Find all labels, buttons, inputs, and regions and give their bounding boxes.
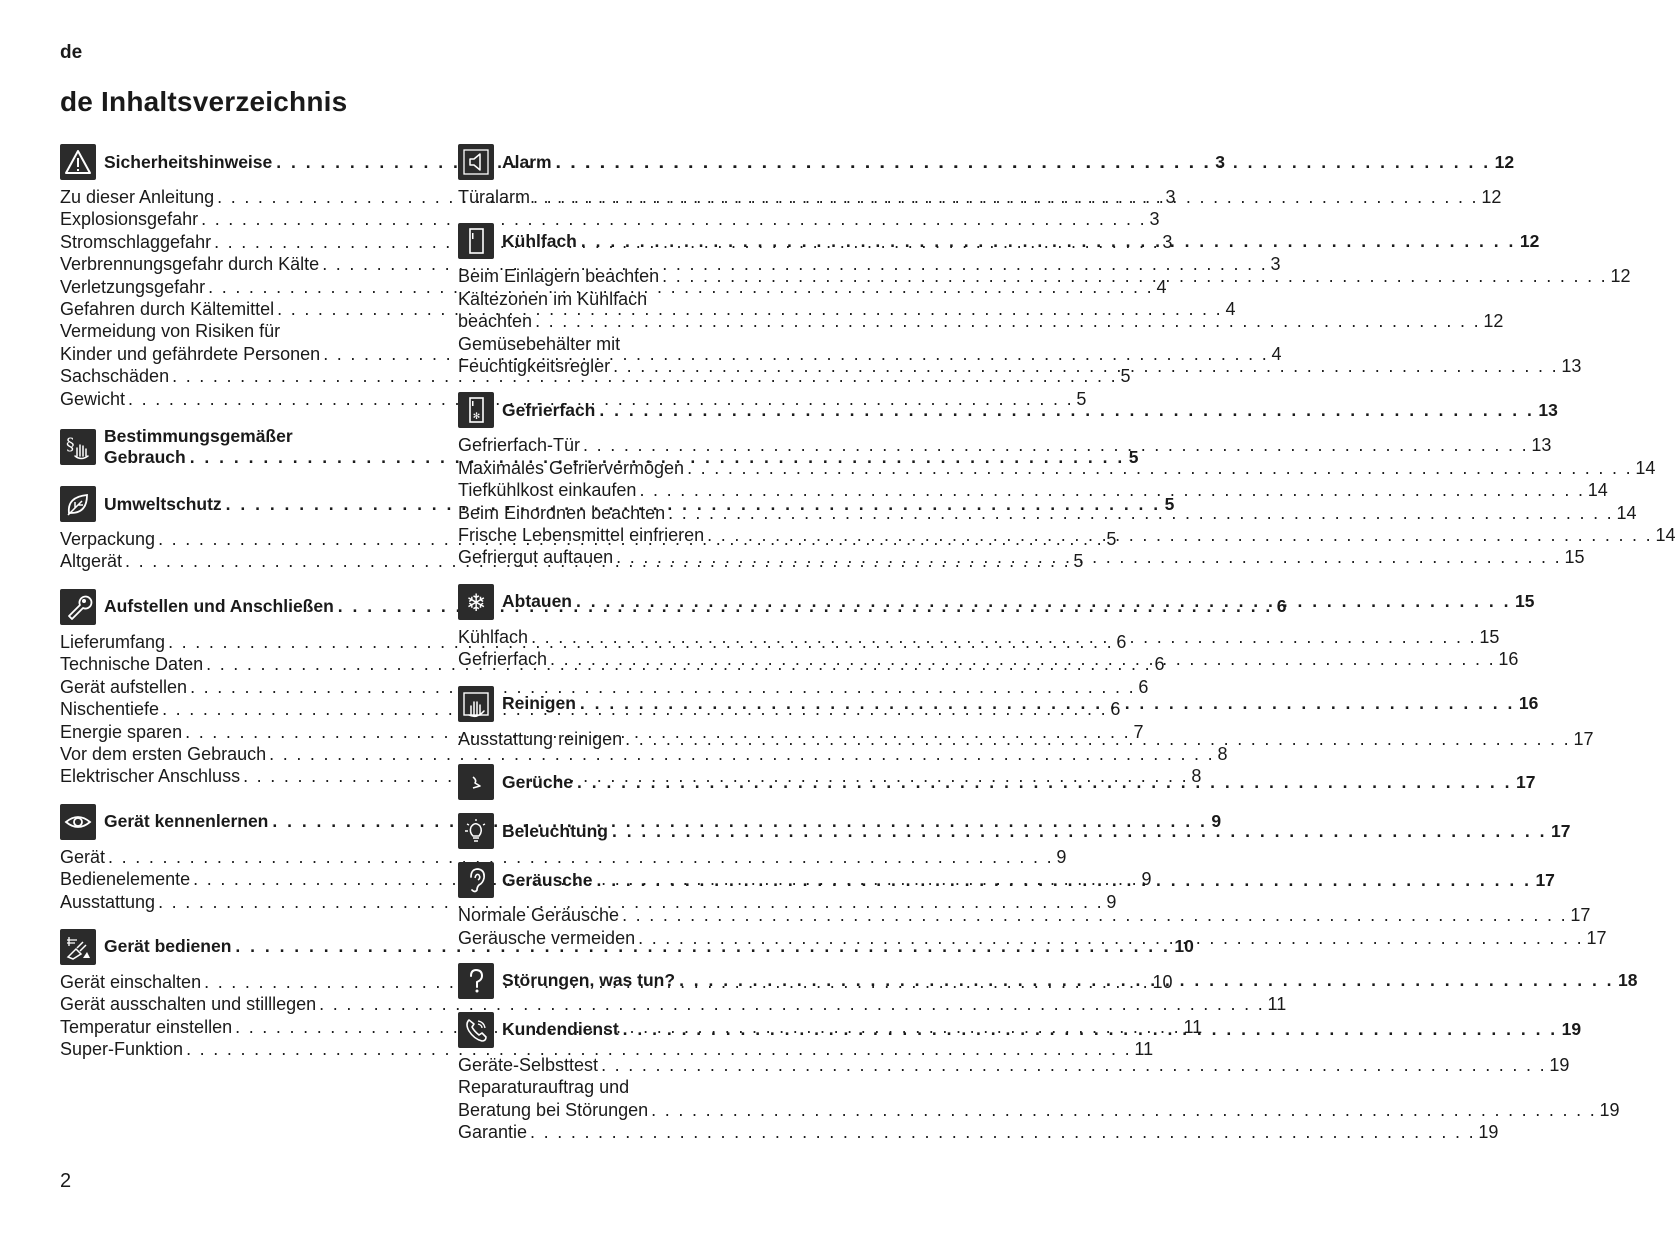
dot-leader [596,870,1531,891]
toc-entry-label: Feuchtigkeitsregler [458,356,611,377]
toc-entry-page: 10 [1152,971,1173,992]
toc-entry-label: Zu dieser Anleitung [60,187,215,207]
toc-entry-page: 5 [1076,388,1087,409]
toc-heading-label: Gebrauch [104,447,186,468]
toc-entry [458,1054,1570,1076]
toc-entry-label: Temperatur einstellen [60,1016,233,1037]
toc-entry [458,186,1502,208]
toc-heading-label: Beleuchtung [502,820,608,841]
toc-section-heading [458,144,1515,180]
toc-section-heading [458,392,1558,428]
toc-entry-wrap-line: Reparaturauftrag und [458,1077,630,1098]
toc-entry-page: 12 [1610,266,1631,287]
dot-leader [530,1121,1475,1143]
toc-entry-page: 13 [1531,435,1552,456]
eye-icon [60,804,96,840]
toc-heading-label: Sicherheitshinweise [104,151,273,172]
toc-entry-label: Gefriergut auftauen [458,547,614,568]
freezer-icon [458,392,494,428]
toc-entry [458,502,1637,524]
toc-heading-label: Kühlfach [502,230,577,251]
toc-entry-label: Energie sparen [60,721,183,742]
page-number: 2 [60,1170,72,1192]
toc-entry [60,253,1281,275]
hand-operate-icon [60,929,96,965]
toc-section [458,813,1571,849]
toc-entry-wrap-line: Vermeidung von Risiken für [60,321,281,342]
wrench-icon [60,589,96,625]
toc-entry-page: 13 [1561,356,1582,377]
toc-section [458,686,1594,750]
toc-entry [458,457,1656,479]
toc-entry [458,1099,1620,1121]
toc-entry-label: Vor dem ersten Gebrauch [60,743,267,764]
toc-section-heading [458,813,1571,849]
toc-section-heading [458,223,1540,259]
toc-entry-page: 8 [1217,743,1228,764]
toc-entry-page: 19 [1549,1054,1570,1075]
toc-entry [458,355,1582,377]
toc-heading-page: 3 [1215,151,1225,172]
toc-entry-page: 3 [1149,209,1160,230]
toc-entry-label: Altgerät [60,551,123,572]
toc-entry-page: 5 [1073,551,1084,572]
toc-entry-page: 3 [1270,254,1281,275]
toc-entry [60,1038,1154,1060]
dot-leader [668,502,1613,524]
toc-entry-page: 9 [1056,846,1067,867]
toc-entry-page: 6 [1154,654,1165,675]
toc-entry-page: 19 [1478,1122,1499,1143]
toc-entry-label: Gefrierfach-Tür [458,435,581,456]
toc-entry-page: 5 [1120,366,1131,387]
toc-entry-label: Ausstattung reinigen [458,728,623,749]
lightbulb-icon [458,813,494,849]
toc-entry-page: 6 [1116,631,1127,652]
toc-heading-page: 5 [1128,447,1139,468]
toc-entry [458,434,1552,456]
svg-text:❄: ❄ [465,588,487,617]
toc-entry-label: Kühlfach [458,626,529,647]
toc-entry-label: Geräusche vermeiden [458,927,636,948]
toc-entry [458,728,1594,750]
svg-text:✻: ✻ [472,412,481,423]
toc-section [458,223,1631,377]
toc-entry-label: Ausstattung [60,891,156,912]
toc-entry-page: 14 [1635,457,1656,478]
snowflake-icon [458,584,494,620]
toc-heading-label: Gefrierfach [502,399,596,420]
toc-entry-label: Gerät aufstellen [60,676,188,697]
toc-heading-page: 9 [1211,811,1222,832]
page-title: de Inhaltsverzeichnis [60,86,348,117]
toc-entry-label: Explosionsgefahr [60,209,199,230]
speaker-icon [458,144,494,180]
toc-entry [458,524,1676,546]
smell-icon [458,764,494,800]
dot-leader [533,186,1478,208]
toc-entry [458,904,1591,926]
toc-entry-label: Gewicht [60,388,126,409]
toc-entry-page: 17 [1573,728,1594,749]
toc-entry-label: Türalarm [458,187,531,207]
dot-leader [577,772,1512,793]
toc-entry-label: Beim Einlagern beachten [458,266,660,287]
toc-entry-label: Sachschäden [60,366,170,387]
dot-leader [556,152,1491,173]
toc-heading-page: 16 [1518,693,1539,714]
toc-section-heading [458,764,1536,800]
toc-entry-page: 6 [1110,699,1121,720]
toc-entry [458,648,1519,670]
toc-entry-page: 4 [1225,299,1236,320]
question-icon [458,963,494,999]
toc-entry-page: 11 [1134,1039,1154,1060]
dot-leader [679,970,1614,991]
toc-entry-label: Gerät einschalten [60,971,202,992]
dot-leader [612,821,1547,842]
toc-entry-label: Verpackung [60,529,156,550]
phone-icon [458,1012,494,1048]
toc-entry-page: 8 [1191,766,1202,787]
toc-heading-label: Geräusche [502,869,593,890]
toc-entry-label: Beratung bei Störungen [458,1099,649,1120]
svg-text:§: § [66,435,75,456]
dot-leader [623,1019,1558,1040]
toc-heading-page: 17 [1515,771,1536,792]
toc-entry-page: 14 [1655,525,1676,546]
toc-heading-label: Gerät kennenlernen [104,811,269,832]
toc-entry-label: Stromschlaggefahr [60,231,212,252]
toc-entry-label: Lieferumfang [60,631,166,652]
toc-heading-page: 10 [1174,936,1194,957]
toc-entry-page: 14 [1587,480,1608,501]
toc-entry [458,546,1585,568]
dot-leader [580,693,1515,714]
toc-heading-line: Bestimmungsgemäßer [104,426,293,447]
dot-leader [613,355,1558,377]
toc-entry-page: 4 [1156,276,1167,297]
toc-entry-page: 9 [1141,869,1152,890]
toc-entry [458,479,1608,501]
toc-heading-page: 12 [1519,230,1540,251]
toc-entry-label: Elektrischer Anschluss [60,766,241,787]
toc-entry-page: 5 [1106,529,1117,550]
toc-heading-label: Abtauen [502,591,572,612]
toc-heading-page: 12 [1494,151,1515,172]
toc-entry [60,993,1287,1015]
toc-heading-label: Umweltschutz [104,493,222,514]
toc-heading-page: 13 [1538,399,1558,420]
toc-heading-label: Alarm [502,151,552,172]
dot-leader [638,927,1583,949]
dot-leader [599,400,1534,421]
leaf-icon [60,486,96,522]
toc-entry-label: Bedienelemente [60,869,191,890]
toc-entry-page: 3 [1162,231,1173,252]
toc-entry-page: 9 [1106,891,1117,912]
dot-leader [576,591,1511,612]
toc-heading-label: Kundendienst [502,1019,619,1040]
toc-entry [60,846,1067,868]
toc-section [458,144,1515,208]
toc-entry-page: 12 [1481,187,1502,207]
toc-entry [60,891,1117,913]
toc-entry-label: Kinder und gefährdete Personen [60,343,321,364]
toc-heading-page: 5 [1164,493,1175,514]
dot-leader [625,728,1570,750]
dot-leader [581,231,1516,252]
toc-entry [458,265,1631,287]
toc-entry-page: 3 [1165,187,1176,207]
toc-entry-label: Normale Geräusche [458,905,620,926]
toc-section [458,392,1676,568]
dot-leader [531,626,1476,648]
toc-heading-page: 17 [1550,820,1571,841]
toc-entry-page: 7 [1133,721,1144,742]
toc-entry-page: 11 [1183,1016,1203,1037]
dot-leader [622,904,1567,926]
toc-entry [60,208,1160,230]
dot-leader [639,479,1584,501]
toc-entry [458,1121,1499,1143]
toc-heading-label: Störungen, was tun? [502,970,676,991]
toc-entry-label: Beim Einordnen beachten [458,502,666,523]
toc-entry-page: 4 [1271,343,1282,364]
dot-leader [616,546,1561,568]
toc-entry-page: 14 [1616,502,1637,523]
dot-leader [535,310,1480,332]
toc-entry [60,743,1228,765]
dot-leader [687,457,1632,479]
toc-entry-label: beachten [458,311,533,332]
toc-heading-label: Reinigen [502,693,576,714]
toc-section-heading [458,686,1539,722]
cleaning-icon [458,686,494,722]
dot-leader [662,265,1607,287]
toc-heading-label: Gerüche [502,771,573,792]
toc-entry-label: Gefahren durch Kältemittel [60,299,275,320]
dot-leader [550,648,1495,670]
toc-heading-page: 18 [1618,970,1638,991]
toc-entry [458,626,1500,648]
toc-entry-page: 12 [1483,311,1504,332]
toc-entry-label: Tiefkühlkost einkaufen [458,480,637,501]
toc-entry-page: 17 [1586,927,1607,948]
toc-entry-page: 19 [1599,1099,1620,1120]
toc-entry-label: Maximales Gefriervermögen [458,457,685,478]
toc-heading-page: 19 [1561,1019,1582,1040]
toc-heading-page: 6 [1276,596,1287,617]
toc-heading-label: Gerät bedienen [104,936,232,957]
toc-section-heading [458,862,1555,898]
toc-entry-label: Gerät ausschalten und stilllegen [60,994,317,1015]
toc-entry-label: Super-Funktion [60,1039,184,1060]
toc-entry-label: Gerät [60,846,106,867]
language-code: de [60,42,83,63]
toc-entry-page: 15 [1564,547,1585,568]
toc-entry-wrap-line: Gemüsebehälter mit [458,333,621,354]
toc-entry-label: Geräte-Selbsttest [458,1054,599,1075]
dot-leader [651,1099,1596,1121]
toc-entry [458,310,1504,332]
fridge-icon [458,223,494,259]
dot-leader [707,524,1652,546]
dot-leader [601,1054,1546,1076]
toc-entry-page: 11 [1267,994,1287,1015]
toc-entry-label: Garantie [458,1122,528,1143]
toc-entry-label: Verbrennungsgefahr durch Kälte [60,254,320,275]
toc-entry-page: 17 [1570,905,1591,926]
toc-entry-label: Verletzungsgefahr [60,276,206,297]
toc-entry-page: 16 [1498,649,1519,670]
toc-heading-label: Aufstellen und Anschließen [104,596,334,617]
toc-section-heading [458,584,1535,620]
toc-entry-label: Nischentiefe [60,699,160,720]
toc-entry-page: 6 [1138,676,1149,697]
toc-entry-page: 15 [1479,626,1500,647]
toc-heading-page: 15 [1514,591,1535,612]
toc-entry-wrap-line: Kältezonen im Kühlfach [458,288,648,309]
ear-icon [458,862,494,898]
toc-entry-label: Technische Daten [60,654,204,675]
dot-leader [583,434,1528,456]
warning-icon [60,144,96,180]
toc-heading-page: 17 [1535,869,1555,890]
toc-section [458,584,1535,671]
toc-entry-label: Gefrierfach [458,649,548,670]
toc-entry [60,676,1149,698]
toc-section [458,764,1536,800]
toc-entry-label: Frische Lebensmittel einfrieren [458,525,705,546]
paragraph-hand-icon [60,429,96,465]
